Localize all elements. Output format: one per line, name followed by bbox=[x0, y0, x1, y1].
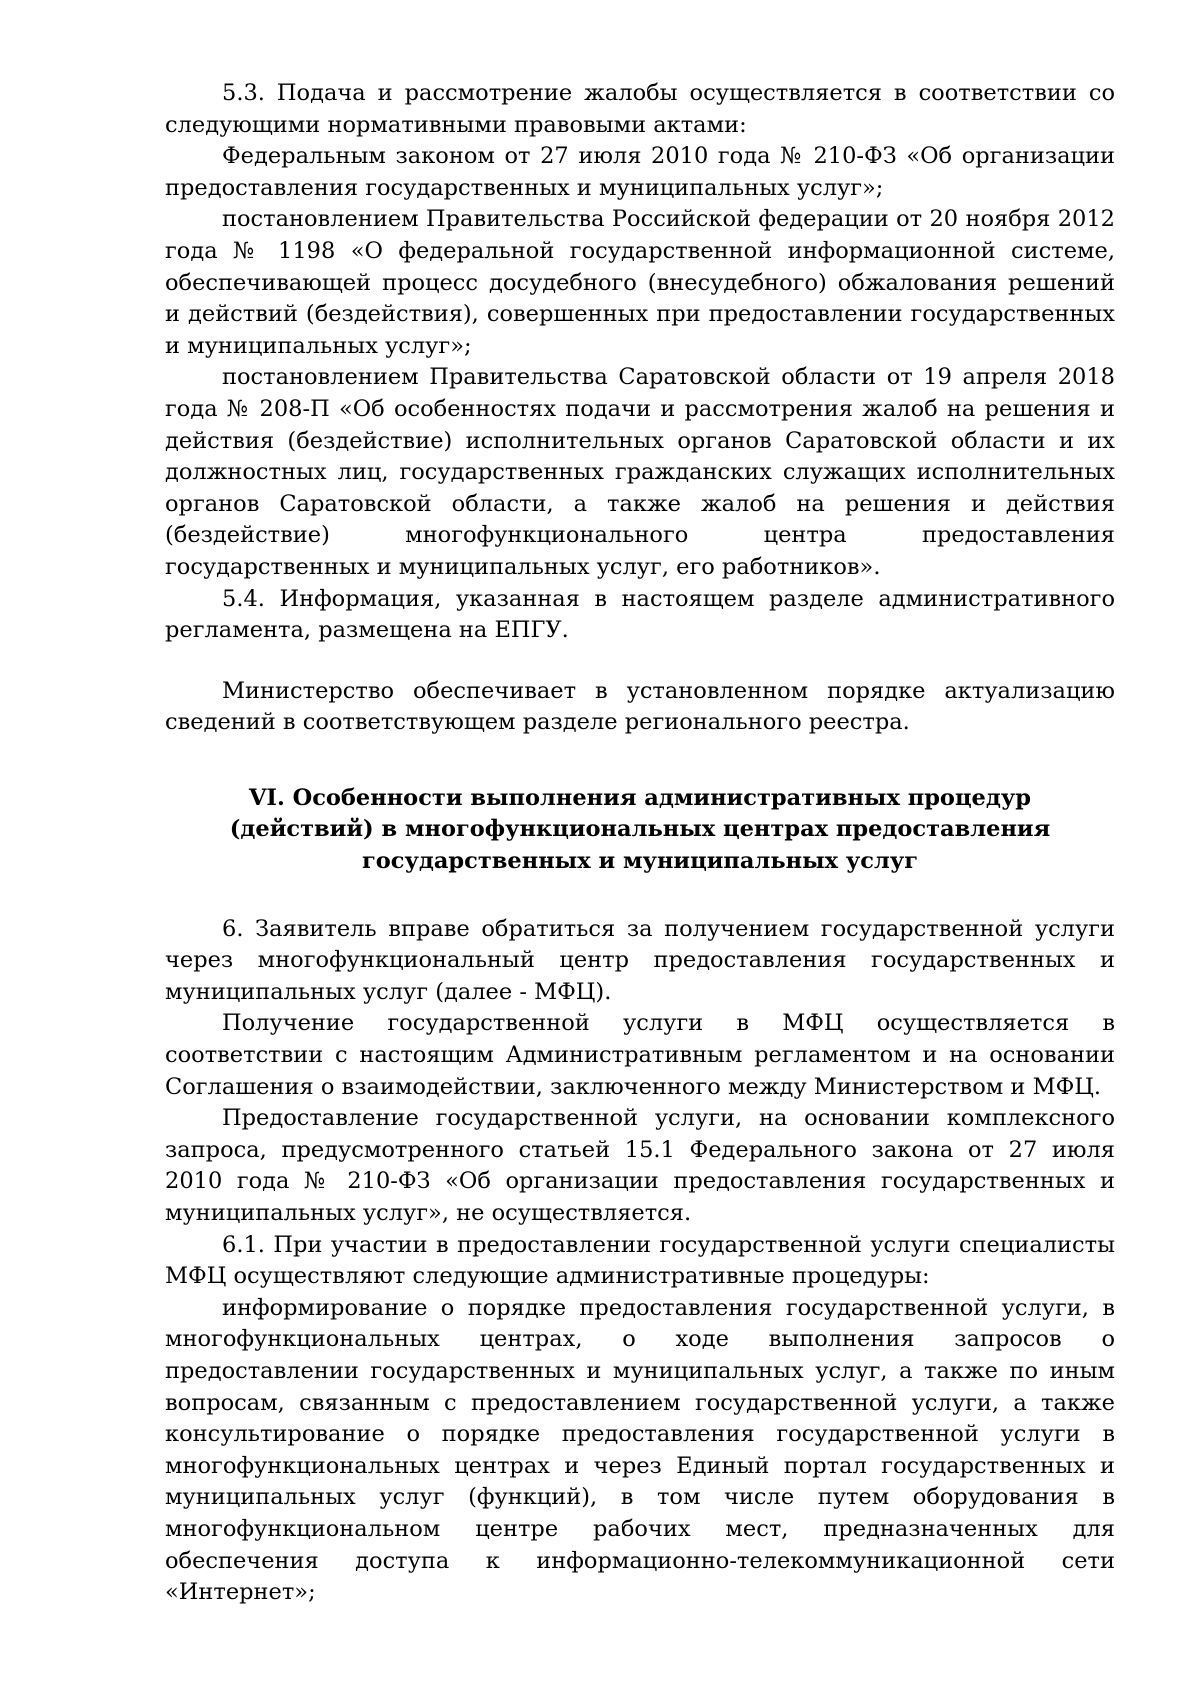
section-6-text bbox=[165, 914, 1115, 1609]
paragraph-federal-law: Федеральным законом от 27 июля 2010 года № 210-ФЗ «Об организации предоставления государственных и муниципальных услуг»; bbox=[165, 143, 1115, 201]
paragraph-informing: информирование о порядке предоставления государственной услуги, в многофункциональных центрах, о ходе выполнения запросов о предоставлении государственных и муниципальных услуг, а также по иным вопросам, связанным с предоставлением государственной услуги, а также консультирование о порядке предоставления государственной услуги в многофункциональных центрах и через Единый портал государственных и муниципальных услуг (функций), в том числе путем оборудования в многофункциональном центре рабочих мест, предназначенных для обеспечения доступа к информационно-телекоммуникационной сети «Интернет»; bbox=[165, 1294, 1115, 1606]
paragraph-ministry: Министерство обеспечивает в установленном порядке актуализацию сведений в соответствующем разделе регионального реестра. bbox=[165, 677, 1115, 736]
paragraph-complex-request: Предоставление государственной услуги, на основании комплексного запроса, предусмотренного статьей 15.1 Федерального закона от 27 июля 2010 года № 210-ФЗ «Об организации предоставления государственных и муниципальных услуг», не осуществляется. bbox=[165, 1105, 1115, 1226]
heading-line: (действий) в многофункциональных центрах предоставления bbox=[229, 816, 1051, 843]
document-page bbox=[165, 78, 1115, 1609]
heading-line: государственных и муниципальных услуг bbox=[361, 848, 919, 875]
heading-line: VI. Особенности выполнения административных процедур bbox=[248, 784, 1032, 811]
paragraph-6: 6. Заявитель вправе обратиться за получением государственной услуги через многофункциональный центр предоставления государственных и муниципальных услуг (далее - МФЦ). bbox=[165, 915, 1115, 1005]
section-5-text bbox=[165, 78, 1115, 739]
paragraph-6-1: 6.1. При участии в предоставлении государственной услуги специалисты МФЦ осуществляют следующие административные процедуры: bbox=[165, 1231, 1115, 1290]
section-6-heading bbox=[165, 783, 1115, 878]
paragraph-rf-resolution: постановлением Правительства Российской федерации от 20 ноября 2012 года № 1198 «О федеральной государственной информационной системе, обеспечивающей процесс досудебного (внесудебного) обжалования решений и действий (бездействия), совершенных при предоставлении государственных и муниципальных услуг»; bbox=[165, 206, 1115, 359]
paragraph-5-3: 5.3. Подача и рассмотрение жалобы осуществляется в соответствии со следующими нормативными правовыми актами: bbox=[165, 80, 1115, 138]
paragraph-5-4: 5.4. Информация, указанная в настоящем разделе административного регламента, размещена на ЕПГУ. bbox=[165, 585, 1115, 644]
paragraph-mfc-receipt: Получение государственной услуги в МФЦ осуществляется в соответствии с настоящим Административным регламентом и на основании Соглашения о взаимодействии, заключенного между Министерством и МФЦ. bbox=[165, 1010, 1115, 1100]
paragraph-saratov-resolution: постановлением Правительства Саратовской области от 19 апреля 2018 года № 208-П «Об особенностях подачи и рассмотрения жалоб на решения и действия (бездействие) исполнительных органов Саратовской области и их должностных лиц, государственных гражданских служащих исполнительных органов Саратовской области, а также жалоб на решения и действия (бездействие) многофункционального центра предоставления государственных и муниципальных услуг, его работников». bbox=[165, 364, 1115, 580]
